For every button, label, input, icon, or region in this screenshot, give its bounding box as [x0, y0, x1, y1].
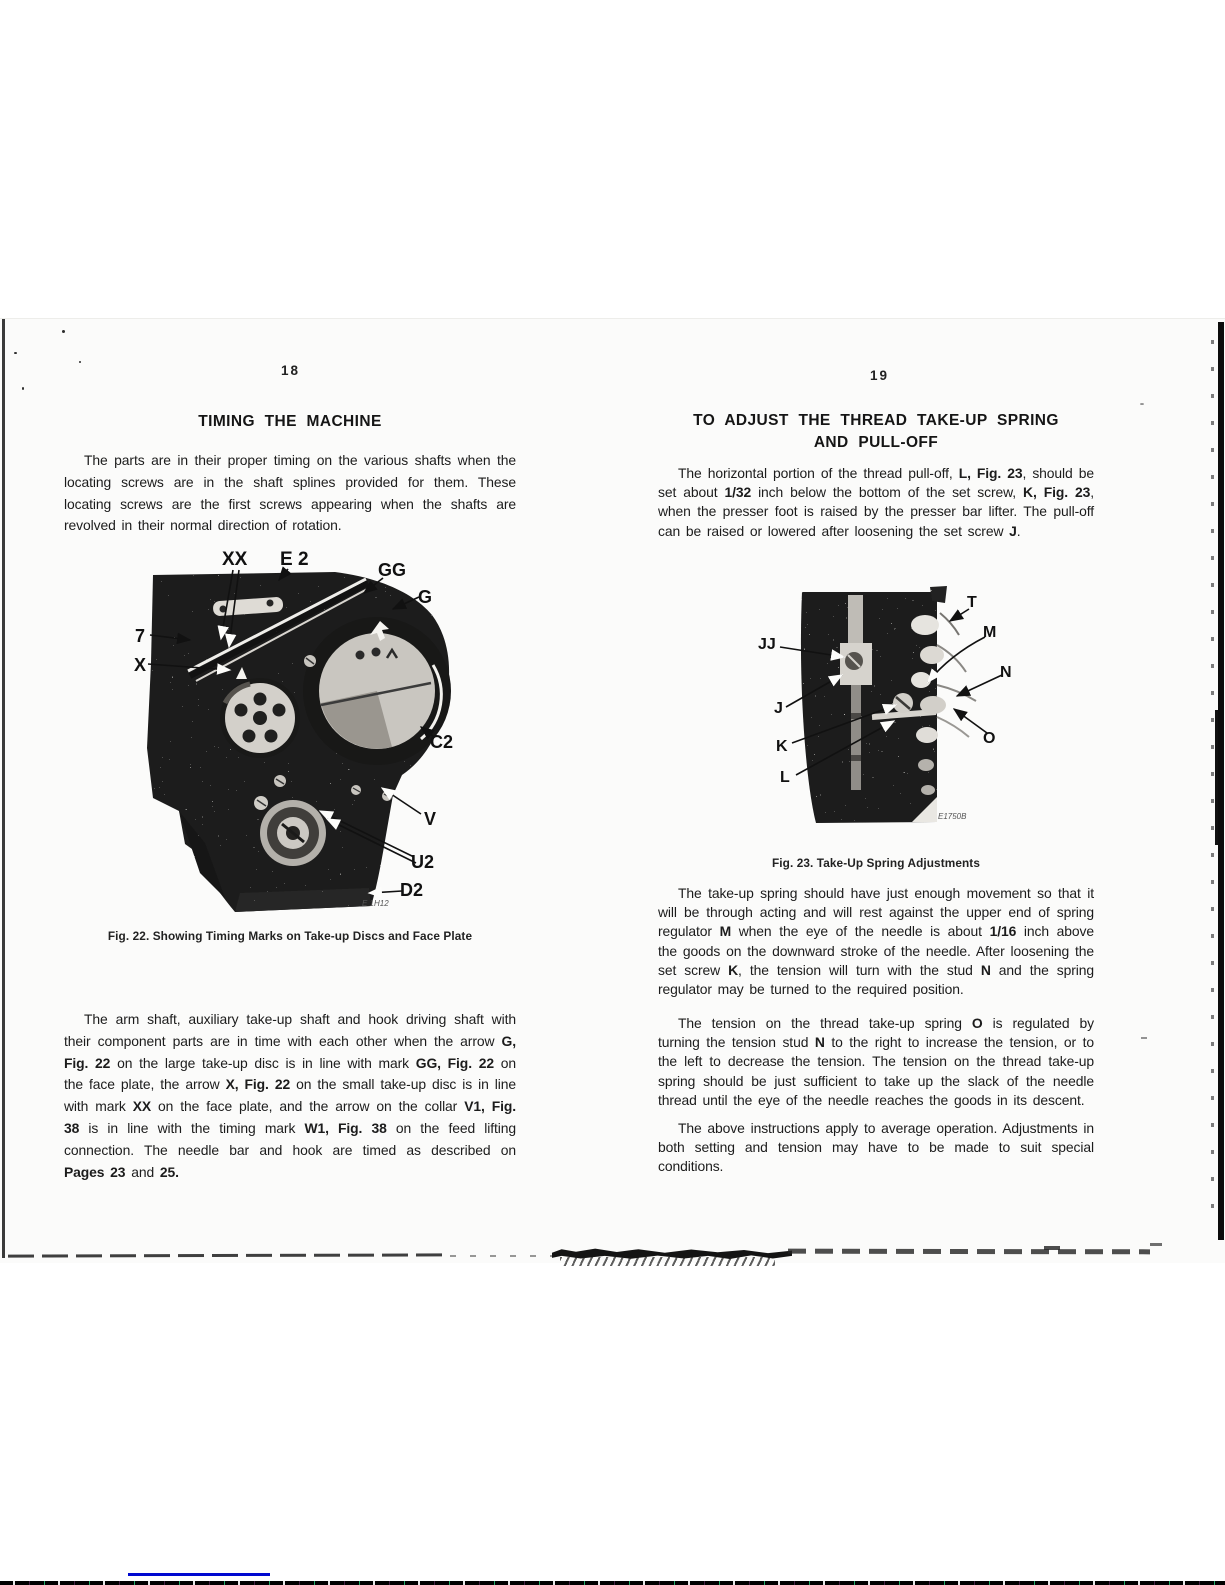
fig23-label-t: T: [967, 594, 977, 611]
fig23-label-n: N: [1000, 664, 1012, 681]
scan-speck: [22, 387, 24, 390]
page-right-paragraph-2: The take-up spring should have just enough movement so that it will be through acting and will rest against the upper end of spring regulator M when the eye of the needle is about 1/16 inch above the goods on the downward stroke of the needle. After loosening the set screw K, the tension will turn with the stud N and the spring regulator may be turned to the required position.: [658, 885, 1094, 998]
fig22-label-v: V: [424, 809, 437, 829]
page-left-paragraph-2: The arm shaft, auxiliary take-up shaft and hook driving shaft with their component parts are in time with each other when the arrow G, Fig. 22 on the large take-up disc is in line with mark GG, Fig. 22 on the face plate, the arrow X, Fig. 22 on the small take-up disc is in line with mark XX on the face plate, and the arrow on the collar V1, Fig. 38 is in line with the timing mark W1, Fig. 38 on the feed lifting connection. The needle bar and hook are timed as described on Pages 23 and 25.: [64, 1011, 516, 1180]
figure-23-photo: [740, 585, 1060, 835]
fig23-label-l: L: [780, 769, 790, 786]
scan-right-edge-bar-thick: [1215, 710, 1218, 845]
fig22-photo-code: E 1H12: [362, 899, 389, 908]
fig23-label-m: M: [983, 624, 997, 641]
page-left-paragraph-1: The parts are in their proper timing on the various shafts when the locating screws are in the shaft splines provided for them. These locating screws are the first screws appearing when the shafts are revolved in their normal direction of rotation.: [64, 452, 516, 534]
scan-bottom-edge-right: [788, 1249, 1150, 1255]
fig23-label-jj: JJ: [758, 636, 776, 653]
blue-underline-artifact: [128, 1573, 270, 1576]
figure-22-caption: Fig. 22. Showing Timing Marks on Take-up Discs and Face Plate: [107, 929, 473, 943]
scan-bottom-edge-hatch: [560, 1257, 775, 1266]
scan-speck: [14, 352, 17, 354]
fig23-photo-code: E1750B: [938, 812, 967, 821]
fig22-label-x: X: [134, 655, 147, 675]
scan-bottom-edge-dots: [450, 1255, 560, 1257]
figure-22-photo: [130, 543, 502, 921]
fig22-label-gg: GG: [378, 560, 407, 580]
scan-bottom-mark: [1150, 1243, 1162, 1246]
scan-right-edge-bar: [1218, 322, 1224, 1240]
scan-speck: [62, 330, 65, 333]
fig22-label-c2: C2: [430, 732, 454, 752]
page-left-title: TIMING THE MACHINE: [198, 413, 382, 430]
fig23-label-o: O: [983, 730, 996, 747]
bottom-noise-bar: [0, 1581, 1225, 1585]
scan-right-edge-artifacts: [1211, 340, 1214, 1230]
page-number-left: 18: [281, 363, 301, 378]
page-right-title-line1: TO ADJUST THE THREAD TAKE-UP SPRING: [693, 412, 1059, 429]
fig22-label-g: G: [418, 587, 433, 607]
figure-23-caption: Fig. 23. Take-Up Spring Adjustments: [771, 856, 980, 870]
scan-speck: [1140, 403, 1144, 405]
figure-23: [740, 585, 1060, 835]
scan-speck: [1141, 1037, 1147, 1039]
page-right-paragraph-3: The tension on the thread take-up spring O is regulated by turning the tension stud N to the right to increase the tension, or to the left to decrease the tension. The tension on the thread take-up spring should be just sufficient to take up the slack of the needle thread until the eye of the needle reaches the goods in its descent.: [658, 1015, 1094, 1108]
page-right-paragraph-1: The horizontal portion of the thread pull-off, L, Fig. 23, should be set about 1/32 inch below the bottom of the set screw, K, Fig. 23, when the presser foot is raised by the presser bar lifter. The pull-off can be raised or lowered after loosening the set screw J.: [658, 465, 1094, 539]
page-right-paragraph-4: The above instructions apply to average operation. Adjustments in both setting and tension may have to be made to suit special conditions.: [658, 1120, 1094, 1175]
scan-left-edge: [2, 319, 5, 1258]
page-right-title-line2: AND PULL-OFF: [813, 434, 939, 451]
fig23-label-j: J: [774, 700, 783, 717]
figure-22: [130, 543, 502, 921]
scan-speck: [79, 361, 81, 363]
scan-bottom-mark: [1044, 1246, 1060, 1250]
fig22-label-e2: E 2: [280, 549, 309, 570]
fig22-label-7: 7: [135, 626, 146, 646]
fig22-label-xx: XX: [222, 549, 248, 570]
fig22-label-u2: U2: [411, 852, 435, 872]
page-number-right: 19: [870, 368, 890, 383]
fig23-label-k: K: [776, 738, 788, 755]
fig22-label-d2: D2: [400, 880, 424, 900]
